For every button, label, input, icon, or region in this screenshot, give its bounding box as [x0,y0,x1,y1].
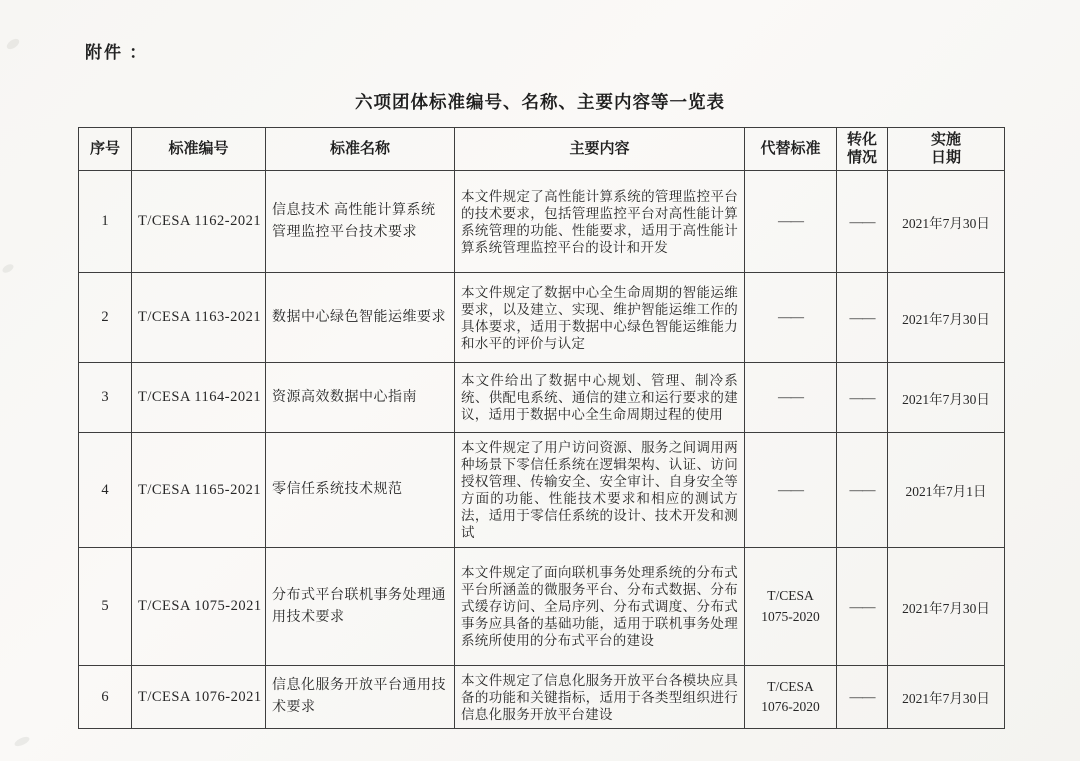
col-header-replaces: 代替标准 [745,128,837,171]
col-header-content: 主要内容 [455,128,745,171]
cell-replaced-standard: —— [745,273,837,363]
cell-implementation-date: 2021年7月30日 [888,548,1005,666]
cell-standard-code: T/CESA 1163-2021 [132,273,266,363]
cell-serial-number: 5 [79,548,132,666]
col-header-name: 标准名称 [266,128,455,171]
cell-implementation-date: 2021年7月30日 [888,363,1005,433]
table-row [79,433,1005,548]
table-row [79,171,1005,273]
cell-standard-name: 信息技术 高性能计算系统管理监控平台技术要求 [266,171,455,273]
cell-main-content: 本文件给出了数据中心规划、管理、制冷系统、供配电系统、通信的建立和运行要求的建议，适用于数据中心全生命周期过程的使用 [455,363,745,433]
cell-replaced-standard: —— [745,171,837,273]
cell-implementation-date: 2021年7月30日 [888,171,1005,273]
page-title: 六项团体标准编号、名称、主要内容等一览表 [355,92,725,112]
cell-serial-number: 3 [79,363,132,433]
cell-main-content: 本文件规定了高性能计算系统的管理监控平台的技术要求，包括管理监控平台对高性能计算系统管理的功能、性能要求，适用于高性能计算系统管理监控平台的设计和开发 [455,171,745,273]
col-header-code: 标准编号 [132,128,266,171]
table-row [79,363,1005,433]
col-header-conversion [837,128,888,171]
cell-main-content: 本文件规定了信息化服务开放平台各模块应具备的功能和关键指标，适用于各类型组织进行信息化服务开放平台建设 [455,666,745,729]
col-header-date-line1: 实施 [930,132,961,148]
cell-conversion-status: —— [837,666,888,729]
table-header-row [79,128,1005,171]
cell-conversion-status: —— [837,363,888,433]
cell-conversion-status: —— [837,273,888,363]
cell-standard-name: 信息化服务开放平台通用技术要求 [266,666,455,729]
cell-standard-name: 分布式平台联机事务处理通用技术要求 [266,548,455,666]
cell-main-content: 本文件规定了数据中心全生命周期的智能运维要求，以及建立、实现、维护智能运维工作的具体要求，适用于数据中心绿色智能运维能力和水平的评价与认定 [455,273,745,363]
cell-main-content: 本文件规定了用户访问资源、服务之间调用两种场景下零信任系统在逻辑架构、认证、访问授权管理、传输安全、安全审计、自身安全等方面的功能、性能技术要求和相应的测试方法，适用于零信任系统的设计、技术开发和测试 [455,433,745,548]
cell-replaced-standard: T/CESA 1076-2020 [745,666,837,729]
cell-standard-name: 数据中心绿色智能运维要求 [266,273,455,363]
cell-implementation-date: 2021年7月1日 [888,433,1005,548]
cell-serial-number: 1 [79,171,132,273]
cell-serial-number: 2 [79,273,132,363]
cell-standard-code: T/CESA 1162-2021 [132,171,266,273]
cell-standard-code: T/CESA 1165-2021 [132,433,266,548]
cell-implementation-date: 2021年7月30日 [888,273,1005,363]
cell-conversion-status: —— [837,171,888,273]
table-row [79,273,1005,363]
cell-replaced-standard: T/CESA 1075-2020 [745,548,837,666]
cell-conversion-status: —— [837,548,888,666]
scan-artifact [13,735,30,748]
table-row [79,666,1005,729]
cell-standard-name: 零信任系统技术规范 [266,433,455,548]
cell-replaced-standard: —— [745,433,837,548]
attachment-label: 附件 ： [85,43,149,62]
cell-conversion-status: —— [837,433,888,548]
cell-serial-number: 6 [79,666,132,729]
cell-main-content: 本文件规定了面向联机事务处理系统的分布式平台所涵盖的微服务平台、分布式数据、分布式缓存访问、全局序列、分布式调度、分布式事务应具备的基础功能，适用于联机事务处理系统所使用的分布式平台的建设 [455,548,745,666]
col-header-date-line2: 日期 [930,150,961,166]
cell-serial-number: 4 [79,433,132,548]
table-row [79,548,1005,666]
cell-standard-code: T/CESA 1076-2021 [132,666,266,729]
cell-implementation-date: 2021年7月30日 [888,666,1005,729]
cell-standard-code: T/CESA 1164-2021 [132,363,266,433]
standards-table [78,127,1005,729]
cell-standard-code: T/CESA 1075-2021 [132,548,266,666]
col-header-conversion-line1: 转化 [846,132,877,148]
col-header-date [888,128,1005,171]
cell-standard-name: 资源高效数据中心指南 [266,363,455,433]
col-header-conversion-line2: 情况 [846,150,877,166]
cell-replaced-standard: —— [745,363,837,433]
col-header-no: 序号 [79,128,132,171]
